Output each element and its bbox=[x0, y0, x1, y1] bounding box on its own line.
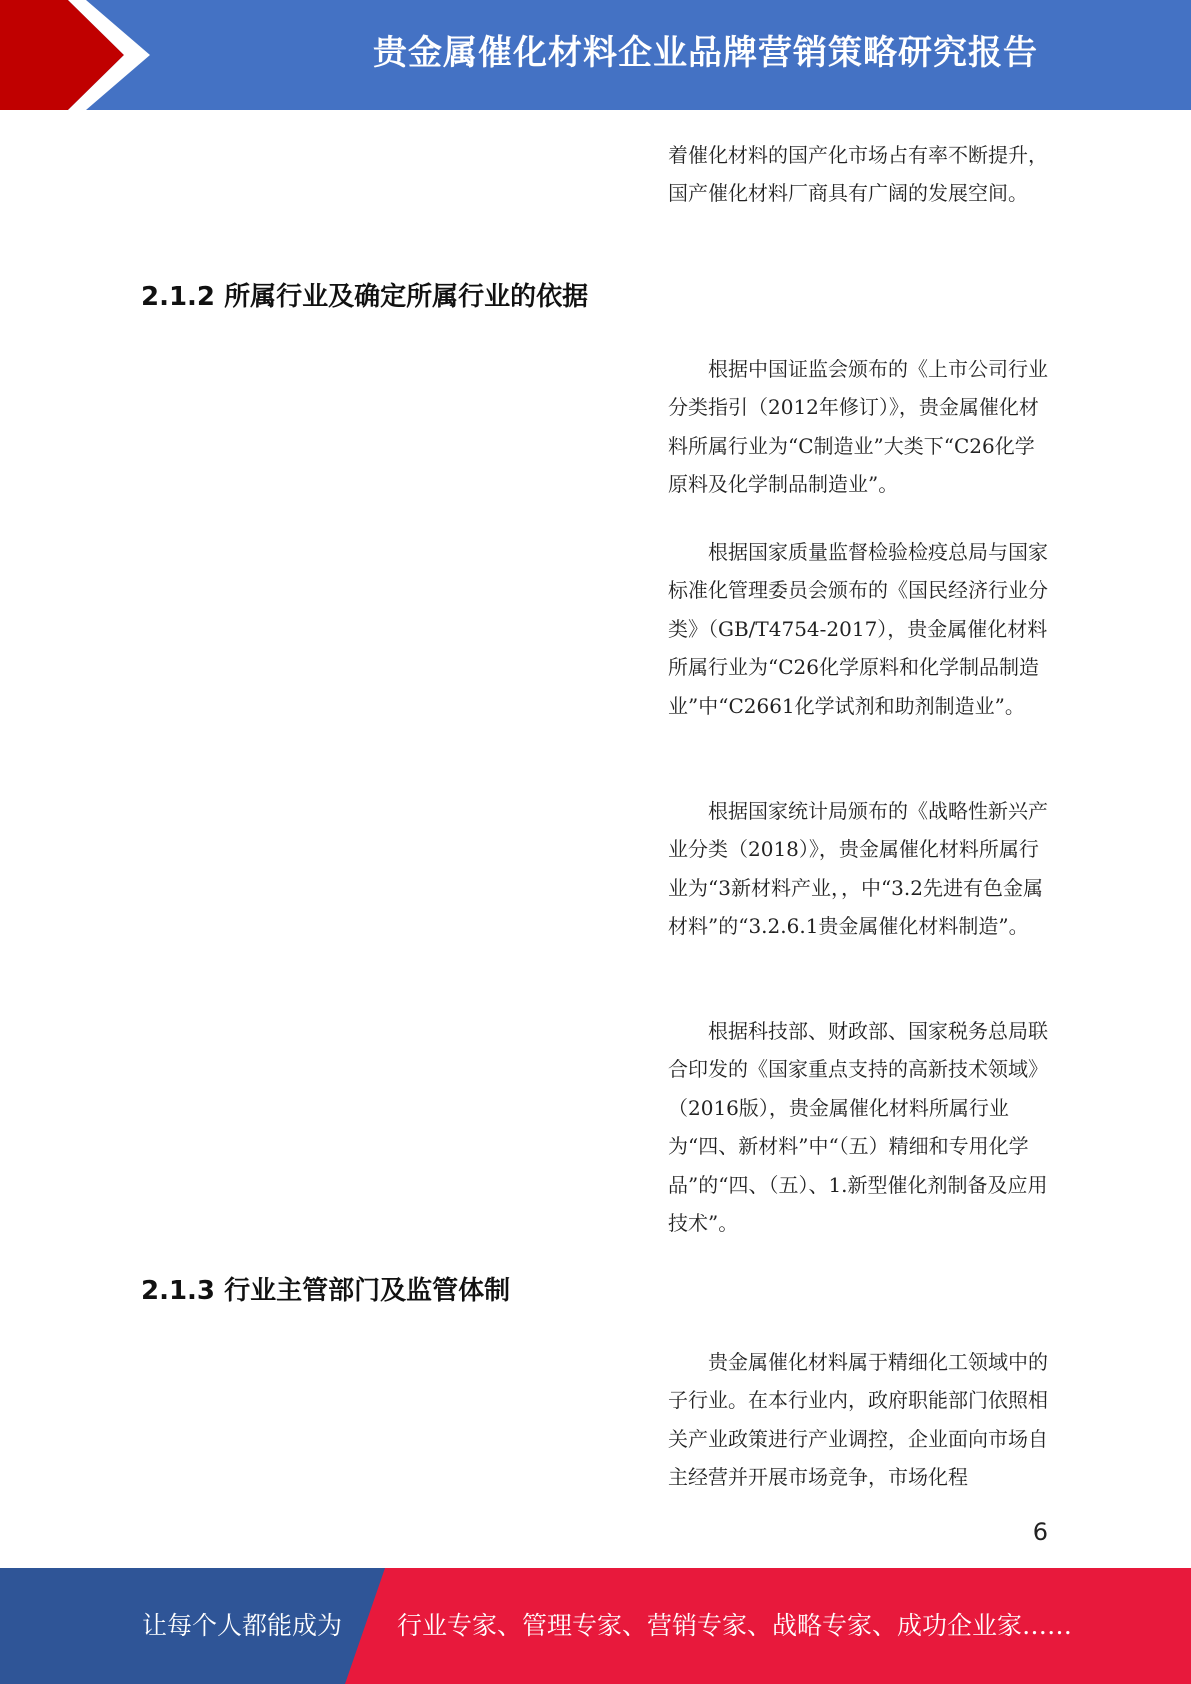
paragraph-strategic-emerging-industry: 根据国家统计局颁布的《战略性新兴产业分类（2018）》，贵金属催化材料所属行业为“3新材料产业，，中“3.2先进有色金属材料”的“3.2.6.1贵金属催化材料制造”。 bbox=[668, 799, 1048, 939]
paragraph-national-economic-classification: 根据国家质量监督检验检疫总局与国家标准化管理委员会颁布的《国民经济行业分类》（GB/T4754-2017），贵金属催化材料所属行业为“C26化学原料和化学制品制造业”中“C2661化学试剂和助剂制造业”。 bbox=[668, 540, 1048, 718]
intro-paragraph: 着催化材料的国产化市场占有率不断提升，国产催化材料厂商具有广阔的发展空间。 bbox=[668, 143, 1048, 206]
report-title: 贵金属催化材料企业品牌营销策略研究报告 bbox=[373, 33, 1038, 73]
paragraph-high-tech-fields: 根据科技部、财政部、国家税务总局联合印发的《国家重点支持的高新技术领域》（2016版），贵金属催化材料所属行业为“四、新材料”中“（五）精细和专用化学品”的“四、（五）、1.新型催化剂制备及应用技术”。 bbox=[668, 1019, 1048, 1236]
footer-band bbox=[0, 1568, 1191, 1684]
page-number: 6 bbox=[1032, 1518, 1048, 1546]
header-band bbox=[0, 0, 1191, 110]
header-arrow-decoration bbox=[0, 0, 160, 110]
footer-slogan-right: 行业专家、管理专家、营销专家、战略专家、成功企业家…… bbox=[397, 1611, 1073, 1640]
paragraph-regulatory-system: 贵金属催化材料属于精细化工领域中的子行业。在本行业内，政府职能部门依照相关产业政策进行产业调控，企业面向市场自主经营并开展市场竞争，市场化程 bbox=[668, 1350, 1048, 1490]
paragraph-csrc-classification: 根据中国证监会颁布的《上市公司行业分类指引（2012年修订）》，贵金属催化材料所属行业为“C制造业”大类下“C26化学原料及化学制品制造业”。 bbox=[668, 357, 1048, 497]
footer-slogan-left: 让每个人都能成为 bbox=[142, 1611, 343, 1640]
section-heading-2-1-2: 2.1.2 所属行业及确定所属行业的依据 bbox=[141, 282, 589, 312]
section-heading-2-1-3: 2.1.3 行业主管部门及监管体制 bbox=[141, 1276, 511, 1306]
